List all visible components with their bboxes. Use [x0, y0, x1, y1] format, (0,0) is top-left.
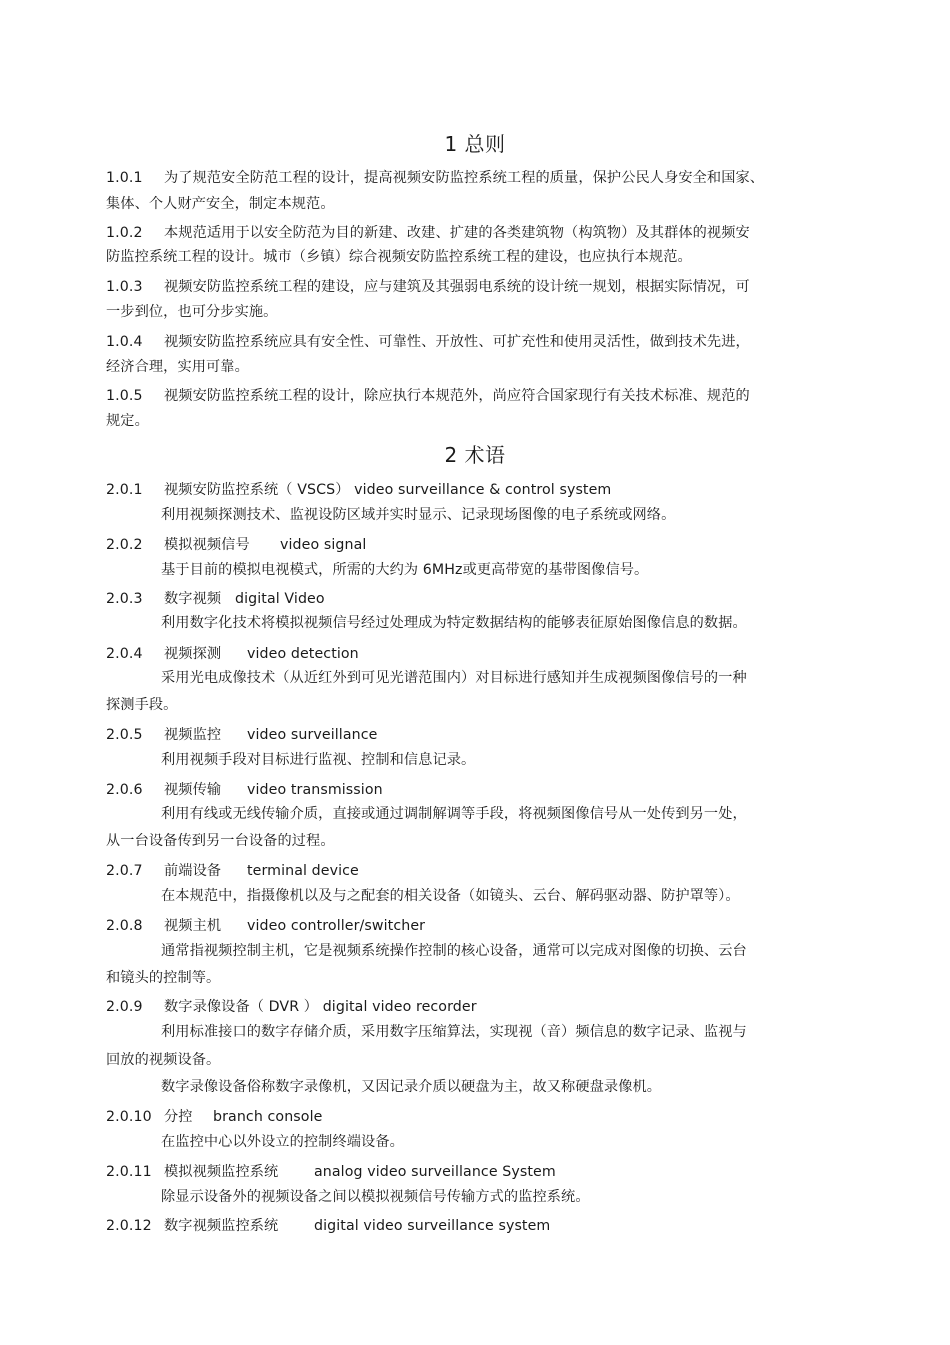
clause-1-0-1-line-2: 集体、个人财产安全，制定本规范。 — [106, 196, 335, 212]
term-chinese: 视频探测 — [164, 646, 222, 662]
term-2-0-2-definition: 基于目前的模拟电视模式，所需的大约为 6MHz或更高带宽的基带图像信号。 — [161, 562, 649, 578]
clause-1-0-3-line-1 — [106, 277, 750, 297]
term-2-0-9-header — [106, 997, 477, 1017]
clause-1-0-5-line-1 — [106, 386, 750, 406]
term-2-0-2-header — [106, 535, 366, 555]
clause-number: 1.0.2 — [106, 225, 143, 241]
term-2-0-8-header — [106, 916, 425, 936]
term-english: digital Video — [235, 591, 325, 607]
term-english: terminal device — [247, 863, 359, 879]
term-english: branch console — [213, 1109, 323, 1125]
term-2-0-1-definition: 利用视频探测技术、监视设防区域并实时显示、记录现场图像的电子系统或网络。 — [161, 507, 676, 523]
clause-1-0-3-line-2: 一步到位，也可分步实施。 — [106, 304, 278, 320]
term-number: 2.0.7 — [106, 863, 143, 879]
term-2-0-4-definition-line-1: 采用光电成像技术（从近红外到可见光谱范围内）对目标进行感知并生成视频图像信号的一种 — [161, 670, 747, 686]
term-2-0-7-definition: 在本规范中，指摄像机以及与之配套的相关设备（如镜头、云台、解码驱动器、防护罩等）。 — [161, 888, 740, 904]
clause-1-0-5-line-2: 规定。 — [106, 413, 149, 429]
clause-text: 视频安防监控系统工程的设计，除应执行本规范外，尚应符合国家现行有关技术标准、规范的 — [164, 388, 750, 404]
term-english: analog video surveillance System — [314, 1164, 556, 1180]
clause-number: 1.0.4 — [106, 334, 143, 350]
term-2-0-6-header — [106, 780, 383, 800]
term-number: 2.0.4 — [106, 646, 143, 662]
clause-1-0-4-line-2: 经济合理，实用可靠。 — [106, 359, 249, 375]
term-english: digital video recorder — [322, 999, 477, 1015]
term-english: video controller/switcher — [247, 918, 426, 934]
clause-text: 本规范适用于以安全防范为目的新建、改建、扩建的各类建筑物（构筑物）及其群体的视频安 — [164, 225, 750, 241]
term-english: digital video surveillance system — [314, 1218, 551, 1234]
term-number: 2.0.8 — [106, 918, 143, 934]
term-2-0-12-header — [106, 1216, 550, 1236]
term-number: 2.0.2 — [106, 537, 143, 553]
clause-1-0-2-line-1 — [106, 223, 750, 243]
term-2-0-9-definition-line-3: 数字录像设备俗称数字录像机，又因记录介质以硬盘为主，故又称硬盘录像机。 — [161, 1079, 662, 1095]
clause-text: 为了规范安全防范工程的设计，提高视频安防监控系统工程的质量，保护公民人身安全和国家、 — [164, 170, 765, 186]
clause-1-0-1-line-1 — [106, 168, 764, 188]
term-2-0-10-definition: 在监控中心以外设立的控制终端设备。 — [161, 1134, 404, 1150]
term-chinese: 前端设备 — [164, 863, 222, 879]
term-chinese: 数字视频监控系统 — [164, 1218, 279, 1234]
term-2-0-8-definition-line-1: 通常指视频控制主机，它是视频系统操作控制的核心设备，通常可以完成对图像的切换、云台 — [161, 943, 747, 959]
term-2-0-6-definition-line-2: 从一台设备传到另一台设备的过程。 — [106, 833, 335, 849]
term-2-0-3-header — [106, 589, 325, 609]
term-number: 2.0.9 — [106, 999, 143, 1015]
section-heading-2: 2 术语 — [444, 443, 506, 467]
term-2-0-1-header — [106, 480, 611, 500]
term-english: video surveillance — [247, 727, 378, 743]
term-chinese: 数字录像设备（ DVR ） — [164, 999, 319, 1015]
term-2-0-3-definition: 利用数字化技术将模拟视频信号经过处理成为特定数据结构的能够表征原始图像信息的数据。 — [161, 615, 747, 631]
term-2-0-11-header — [106, 1162, 556, 1182]
term-2-0-6-definition-line-1: 利用有线或无线传输介质，直接或通过调制解调等手段，将视频图像信号从一处传到另一处， — [161, 806, 747, 822]
term-2-0-4-header — [106, 644, 359, 664]
term-english: video signal — [280, 537, 367, 553]
clause-number: 1.0.5 — [106, 388, 143, 404]
term-chinese: 视频传输 — [164, 782, 222, 798]
clause-number: 1.0.3 — [106, 279, 143, 295]
term-2-0-4-definition-line-2: 探测手段。 — [106, 697, 178, 713]
term-number: 2.0.3 — [106, 591, 143, 607]
clause-text: 视频安防监控系统工程的建设，应与建筑及其强弱电系统的设计统一规划，根据实际情况，可 — [164, 279, 750, 295]
term-chinese: 视频安防监控系统（ VSCS） — [164, 482, 350, 498]
term-number: 2.0.6 — [106, 782, 143, 798]
term-number: 2.0.10 — [106, 1109, 152, 1125]
clause-1-0-4-line-1 — [106, 332, 750, 352]
term-number: 2.0.5 — [106, 727, 143, 743]
term-english: video transmission — [247, 782, 383, 798]
term-2-0-11-definition: 除显示设备外的视频设备之间以模拟视频信号传输方式的监控系统。 — [161, 1189, 590, 1205]
term-2-0-7-header — [106, 861, 359, 881]
term-2-0-9-definition-line-2: 回放的视频设备。 — [106, 1052, 221, 1068]
term-number: 2.0.12 — [106, 1218, 152, 1234]
term-number: 2.0.11 — [106, 1164, 152, 1180]
term-chinese: 视频主机 — [164, 918, 222, 934]
term-chinese: 数字视频 — [164, 591, 222, 607]
clause-text: 视频安防监控系统应具有安全性、可靠性、开放性、可扩充性和使用灵活性，做到技术先进， — [164, 334, 750, 350]
term-number: 2.0.1 — [106, 482, 143, 498]
clause-1-0-2-line-2: 防监控系统工程的设计。城市（乡镇）综合视频安防监控系统工程的建设，也应执行本规范。 — [106, 249, 692, 265]
term-2-0-5-definition: 利用视频手段对目标进行监视、控制和信息记录。 — [161, 752, 476, 768]
term-chinese: 分控 — [164, 1109, 193, 1125]
term-chinese: 模拟视频信号 — [164, 537, 250, 553]
term-2-0-10-header — [106, 1107, 322, 1127]
term-2-0-9-definition-line-1: 利用标准接口的数字存储介质，采用数字压缩算法，实现视（音）频信息的数字记录、监视与 — [161, 1024, 747, 1040]
term-chinese: 视频监控 — [164, 727, 222, 743]
term-chinese: 模拟视频监控系统 — [164, 1164, 279, 1180]
term-english: video surveillance & control system — [354, 482, 612, 498]
term-2-0-8-definition-line-2: 和镜头的控制等。 — [106, 970, 221, 986]
term-english: video detection — [247, 646, 359, 662]
section-heading-1: 1 总则 — [444, 132, 506, 156]
clause-number: 1.0.1 — [106, 170, 143, 186]
term-2-0-5-header — [106, 725, 377, 745]
